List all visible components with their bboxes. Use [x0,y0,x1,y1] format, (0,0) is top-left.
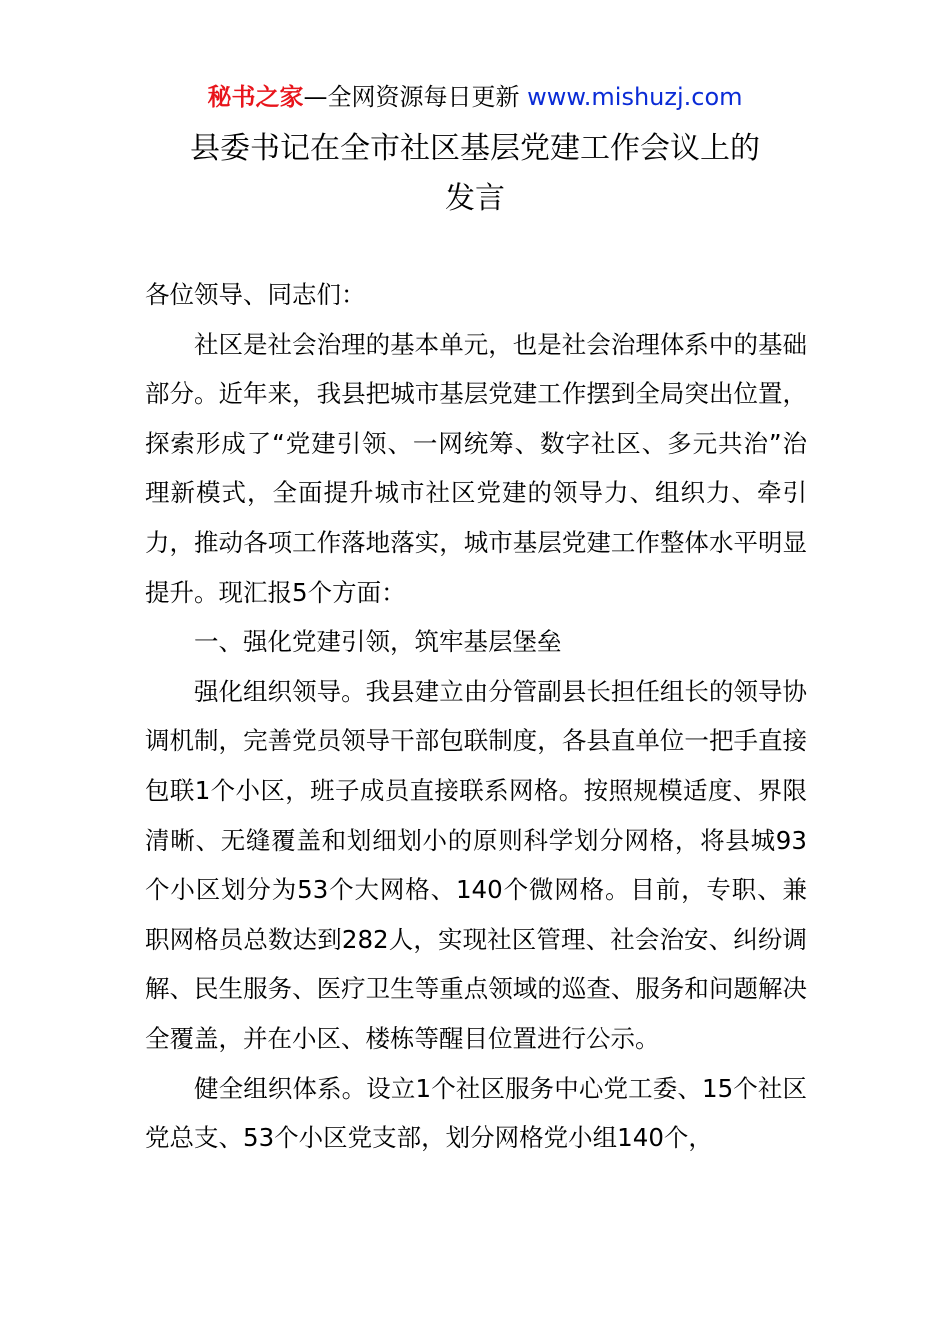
header-tagline: —全网资源每日更新 [303,83,528,111]
section-heading-1: 一、强化党建引领，筑牢基层堡垒 [194,627,562,657]
paragraph-organization-leadership: 强化组织领导。我县建立由分管副县长担任组长的领导协调机制，完善党员领导干部包联制度，各县直单位一把手直接包联1个小区，班子成员直接联系网格。按照规模适度、界限清晰、无缝覆盖和划细划小的原则科学划分网格，将县城93个小区划分为53个大网格、140个微网格。目前，专职、兼职网格员总数达到282人，实现社区管理、社会治安、纠纷调解、民生服务、医疗卫生等重点领域的巡查、服务和问题解决全覆盖，并在小区、楼栋等醒目位置进行公示。 [145,676,807,1053]
brand-name: 秘书之家 [207,83,304,111]
watermark-header [0,80,950,114]
title-line-2: 发言 [445,181,505,216]
document-title [0,124,950,224]
document-body [145,270,807,1163]
title-line-1: 县委书记在全市社区基层党建工作会议上的 [190,131,760,166]
site-url-link[interactable]: www.mishuzj.com [527,83,743,111]
salutation: 各位领导、同志们： [145,280,366,309]
paragraph-organization-system: 健全组织体系。设立1个社区服务中心党工委、15个社区党总支、53个小区党支部，划分网格党小组140个， [145,1073,807,1153]
paragraph-intro: 社区是社会治理的基本单元，也是社会治理体系中的基础部分。近年来，我县把城市基层党建工作摆到全局突出位置，探索形成了“党建引领、一网统筹、数字社区、多元共治”治理新模式，全面提升城市社区党建的领导力、组织力、牵引力，推动各项工作落地落实，城市基层党建工作整体水平明显提升。现汇报5个方面： [145,329,807,607]
